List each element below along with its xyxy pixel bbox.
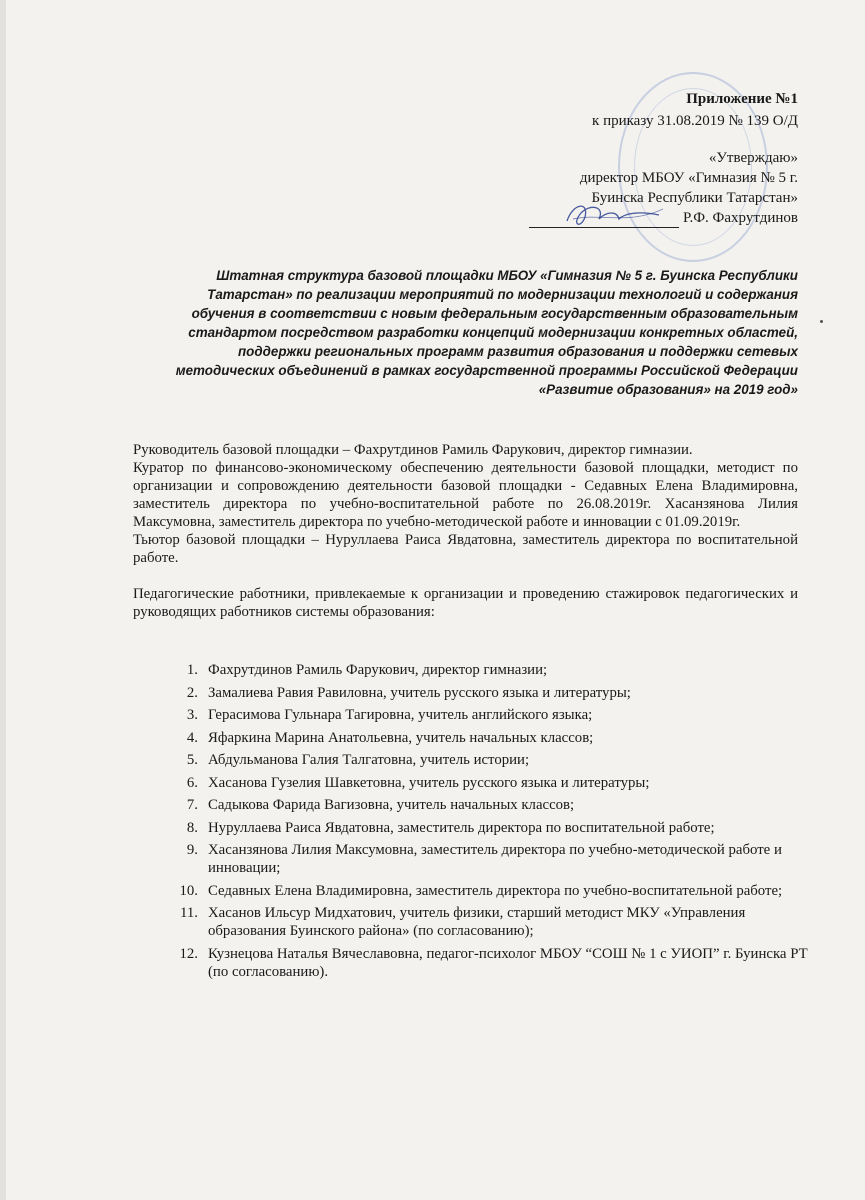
tutor-paragraph: Тьютор базовой площадки – Нуруллаева Раиса Явдатовна, заместитель директора по воспитательной работе. xyxy=(133,532,798,566)
title-line: поддержки региональных программ развития образования и поддержки сетевых xyxy=(238,344,798,359)
scan-speck xyxy=(820,320,823,323)
approval-block xyxy=(529,148,798,228)
title-line: Штатная структура базовой площадки МБОУ «Гимназия № 5 г. Буинска Республики xyxy=(216,268,798,283)
list-item-text: Фахрутдинов Рамиль Фарукович, директор гимназии; xyxy=(208,662,548,678)
signature-line xyxy=(529,213,679,228)
list-item-number: 8. xyxy=(186,819,198,836)
appendix-title: Приложение №1 xyxy=(686,91,798,107)
list-item-text: Абдульманова Галия Талгатовна, учитель истории; xyxy=(208,752,530,768)
list-item xyxy=(168,751,808,769)
list-item-text: Садыкова Фарида Вагизовна, учитель начальных классов; xyxy=(208,797,575,813)
title-line: обучения в соответствии с новым федеральным государственным образовательным xyxy=(191,306,798,321)
list-item-text: Хасанова Гузелия Шавкетовна, учитель русского языка и литературы; xyxy=(208,774,650,791)
list-item-number: 5. xyxy=(186,752,198,768)
list-item xyxy=(168,904,808,940)
approval-line-2: Буинска Республики Татарстан» xyxy=(591,190,798,206)
list-item xyxy=(168,706,808,724)
staff-intro-paragraph: Педагогические работники, привлекаемые к организации и проведению стажировок педагогических и руководящих работников системы образования: xyxy=(133,586,798,620)
list-item-text: Хасанзянова Лилия Максумовна, заместитель директора по учебно-методической работе и инновации; xyxy=(208,842,782,876)
approval-label: «Утверждаю» xyxy=(708,150,798,166)
curator-paragraph: Куратор по финансово-экономическому обеспечению деятельности базовой площадки, методист по организации и сопровождению деятельности базовой площадки - Седавных Елена Владимировна, заместитель директора по учебно-воспитательной работе по 26.08.2019г. Хасанзянова Лилия Максумовна, заместитель директора по учебно-методической работе и инновации с 01.09.2019г. xyxy=(133,460,798,530)
approval-signer: Р.Ф. Фахрутдинов xyxy=(682,210,798,226)
scan-edge xyxy=(0,0,6,1200)
list-item-text: Замалиева Равия Равиловна, учитель русского языка и литературы; xyxy=(208,684,631,701)
list-item-number: 12. xyxy=(179,945,198,962)
document-title xyxy=(158,266,798,399)
list-item xyxy=(168,882,808,900)
list-item-number: 7. xyxy=(186,797,198,813)
list-item xyxy=(168,819,808,837)
approval-signer-row xyxy=(529,208,798,228)
staff-list xyxy=(168,661,808,985)
appendix-header xyxy=(592,88,798,132)
list-item-text: Герасимова Гульнара Тагировна, учитель английского языка; xyxy=(208,707,593,723)
list-item-number: 6. xyxy=(186,774,198,791)
list-item-number: 1. xyxy=(186,662,198,678)
document-body xyxy=(133,441,798,621)
list-item xyxy=(168,661,808,679)
list-item-number: 2. xyxy=(186,684,198,701)
list-item xyxy=(168,729,808,747)
list-item-number: 4. xyxy=(186,729,198,746)
list-item-text: Хасанов Ильсур Мидхатович, учитель физики, старший методист МКУ «Управления образования Буинского района» (по согласованию); xyxy=(208,905,746,939)
list-item xyxy=(168,774,808,792)
appendix-order: к приказу 31.08.2019 № 139 О/Д xyxy=(592,113,798,129)
list-item xyxy=(168,796,808,814)
list-item-text: Нуруллаева Раиса Явдатовна, заместитель директора по воспитательной работе; xyxy=(208,819,715,836)
head-paragraph: Руководитель базовой площадки – Фахрутдинов Рамиль Фарукович, директор гимназии. xyxy=(133,442,693,458)
title-line: стандартом посредством разработки концепций модернизации конкретных областей, xyxy=(188,325,798,340)
title-line: методических объединений в рамках государственной программы Российской Федерации xyxy=(175,363,798,378)
approval-line-1: директор МБОУ «Гимназия № 5 г. xyxy=(579,170,798,186)
title-line: «Развитие образования» на 2019 год» xyxy=(538,382,798,397)
signature-icon xyxy=(559,197,669,231)
list-item-text: Яфаркина Марина Анатольевна, учитель начальных классов; xyxy=(208,729,594,746)
list-item-text: Кузнецова Наталья Вячеславовна, педагог-психолог МБОУ “СОШ № 1 с УИОП” г. Буинска РТ (по согласованию). xyxy=(208,945,808,980)
list-item-number: 9. xyxy=(186,842,198,858)
list-item-number: 10. xyxy=(179,882,198,899)
list-item xyxy=(168,684,808,702)
list-item xyxy=(168,945,808,981)
list-item-number: 3. xyxy=(186,707,198,723)
list-item xyxy=(168,841,808,877)
list-item-text: Седавных Елена Владимировна, заместитель директора по учебно-воспитательной работе; xyxy=(208,882,783,899)
list-item-number: 11. xyxy=(180,905,198,921)
title-line: Татарстан» по реализации мероприятий по модернизации технологий и содержания xyxy=(207,287,798,302)
